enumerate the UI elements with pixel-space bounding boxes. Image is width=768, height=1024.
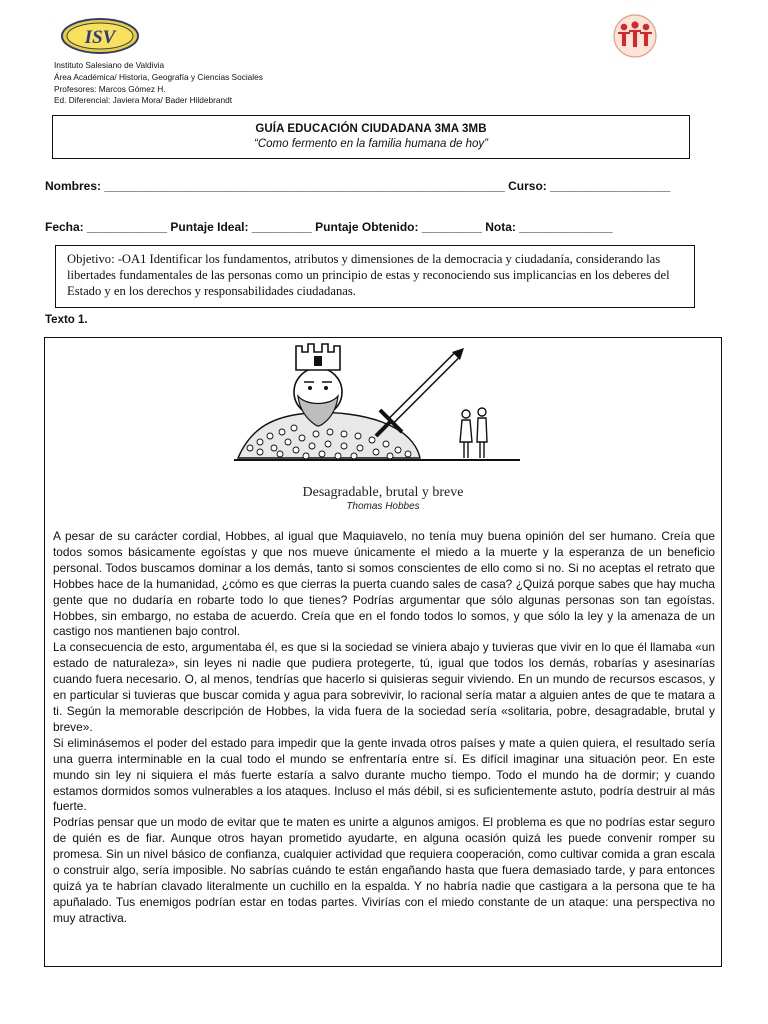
guide-title: GUÍA EDUCACIÓN CIUDADANA 3MA 3MB	[255, 123, 487, 135]
leviathan-illustration	[230, 340, 522, 466]
logo-text: ISV	[84, 27, 116, 48]
reading-title: Desagradable, brutal y breve	[302, 485, 464, 500]
date-score-fields[interactable]: Fecha: ____________ Puntaje Ideal: _________ Puntaje Obtenido: _________ Nota: ______________	[45, 220, 613, 234]
paragraph: A pesar de su carácter cordial, Hobbes, al igual que Maquiavelo, no tenía muy buena opinión del ser humano. Creía que todos somos básicamente egoístas y que nos mueve únicamente el miedo a la muerte y la esperanza de un beneficio personal. Todos buscamos dominar a los demás, tanto si somos conscientes de ello como si no. Si no aceptas el retrato que Hobbes hace de la humanidad, ¿cómo es que cierras la puerta cuando sales de casa? ¿Quizá porque sabes que hay mucha gente que no dudaría en robarte todo lo que tienes? Podrías argumentar que sólo algunas personas son tan egoístas. Hobbes, sin embargo, no estaba de acuerdo. Creía que en el fondo todos lo somos, y que sólo la ley y la amenaza de un castigo nos mantienen bajo control.	[53, 529, 715, 639]
paragraph: La consecuencia de esto, argumentaba él, es que si la sociedad se viniera abajo y tuvieras que vivir en lo que él llamaba «un estado de naturaleza», sin leyes ni nadie que pudiera protegerte, tú, igual que todos los demás, robarías y asesinarías cuando fuera necesario. O, al menos, tendrías que hacerlo si quisieras seguir viviendo. En un mundo de recursos escasos, y en particular si tuvieras que buscar comida y agua para sobrevivir, lo racional sería matar a alguien antes de que te matara a ti. Según la memorable descripción de Hobbes, la vida fuera de la sociedad sería «solitaria, pobre, desagradable, brutal y breve».	[53, 640, 715, 734]
text-label: Texto 1.	[45, 314, 88, 326]
reading-author: Thomas Hobbes	[346, 501, 420, 512]
differential-education: Ed. Diferencial: Javiera Mora/ Bader Hildebrandt	[54, 95, 233, 106]
reading-body	[53, 529, 715, 927]
guide-title-box	[52, 115, 690, 159]
institution-name: Instituto Salesiano de Valdivia	[54, 60, 165, 70]
objective-box: Objetivo: -OA1 Identificar los fundamentos, atributos y dimensiones de la democracia y ciudadanía, considerando las libertades fundamentales de las personas como un principio de estas y reconociendo sus implicancias en los deberes del Estado y en los derechos y responsabilidades ciudadanas.	[55, 245, 695, 308]
teachers: Profesores: Marcos Gómez H.	[54, 83, 166, 94]
school-logo	[60, 16, 140, 56]
family-logo	[608, 14, 662, 58]
guide-motto: “Como fermento en la familia humana de hoy”	[254, 138, 488, 150]
institution-header	[54, 60, 263, 107]
paragraph: Si eliminásemos el poder del estado para impedir que la gente invada otros países y mate a quien quiera, el resultado sería una guerra interminable en la cual todo el mundo se enfrentaría entre sí. Es difícil imaginar una situación peor. En este mundo sin ley ni siquiera el más fuerte estaría a salvo durante mucho tiempo. Todo el mundo ha de dormir; y cuando estamos dormidos somos vulnerables a los ataques. Incluso el más débil, si es suficientemente astuto, podría destruir al más fuerte.	[53, 735, 715, 814]
academic-area: Área Académica/ Historia, Geografía y Ciencias Sociales	[54, 71, 263, 82]
name-course-field[interactable]: Nombres: ____________________________________________________________ Curso: __________________	[45, 179, 671, 193]
paragraph: Podrías pensar que un modo de evitar que te maten es unirte a algunos amigos. El problema es que no podrías estar seguro de quién es de fiar. Aunque otros hayan prometido ayudarte, en alguna ocasión quizá les puede convenir romper su promesa. Sin un nivel básico de confianza, cualquier actividad que requiera cooperación, como cultivar comida a gran escala o construir algo, sería imposible. No sabrías cuándo te están engañando hasta que fuera demasiado tarde, y para entonces quizá ya te habrían clavado literalmente un cuchillo en la espalda. Y no habría nadie que castigara a la persona que te ha apuñalado. Tus enemigos podrían estar en todas partes. Vivirías con el miedo constante de un ataque: una perspectiva no muy atractiva.	[53, 815, 715, 925]
